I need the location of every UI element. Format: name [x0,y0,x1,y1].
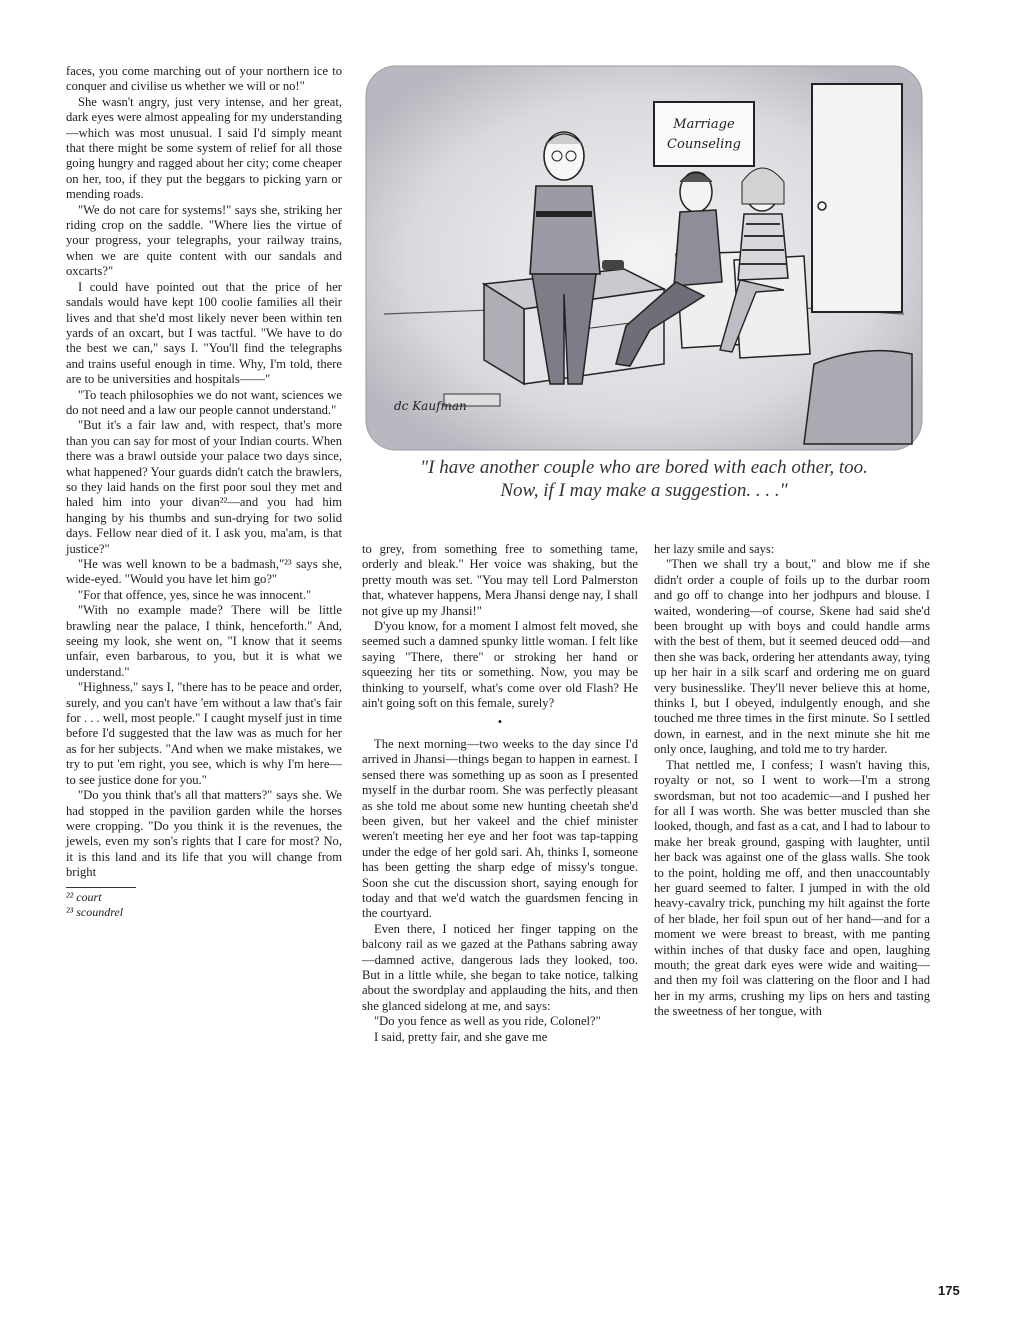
paragraph: Even there, I noticed her finger tapping on the balcony rail as we gazed at the Pathans sabring away—damned active, dangerous lads they looked, too. But in a little while, she began to take notice, talking about the swordplay and applauding the hits, and then she glanced sidelong at me, and says: [362,921,638,1013]
paragraph: "Highness," says I, "there has to be peace and order, surely, and you can't have 'em without a law that's fair for . . . well, most people." I caught myself just in time before I'd suggested that the law was as much for her as for her subjects. "And when we make mistakes, we try to put 'em right, you see, which is why I'm here—to see justice done for you." [66,680,342,787]
paragraph: "Then we shall try a bout," and blow me if she didn't order a couple of foils up to the durbar room and go off to change into her jodhpurs and blouse. I waited, wondering—of course, Skene had said she'd been brought up with boys and could handle arms with the best of them, but it seemed deuced odd—and then she was back, ordering her attendants away, tying up her hair in a silk scarf and ordering me on guard very businesslike. They'll never believe this at home, thinks I, but I obeyed, indulgently enough, and she touched me three times in the first minute. So I settled down, in earnest, and in the next minute she hit me only once, laughing, and told me to try harder. [654,557,930,757]
text-column-1 [66,64,342,920]
cartoon-illustration [364,64,924,452]
paragraph: I could have pointed out that the price of her sandals would have kept 100 coolie families all their lives and that she'd most likely never been within ten yards of an oxcart, but I was tactful. "We have to do the best we can," says I. "You'll find the telegraphs and trains useful enough in time. Why, I'm told, there are to be universities and hospitals——" [66,279,342,387]
cartoon-caption [364,456,924,502]
paragraph: "Do you fence as well as you ride, Colonel?" [374,1014,601,1029]
text-column-3 [654,542,930,1020]
artist-signature: dc Kaufman [394,399,467,413]
page-number: 175 [938,1283,960,1298]
footnote: ²² court [66,889,102,904]
paragraph: I said, pretty fair, and she gave me [374,1029,548,1044]
caption-line: "I have another couple who are bored with each other, too. [420,457,868,478]
paragraph: "But it's a fair law and, with respect, that's more than you can say for most of your Indian courts. When there was a brawl outside your palace two days since, what happened? Your guards didn't catch the brawlers, so they laid hands on the first poor soul they met and haled him into your divan²²—and you had him hanging by his thumbs and sun-drying for two solid days. Fellow near died of it. I ask you, ma'am, is that justice?" [66,418,342,556]
paragraph: faces, you come marching out of your northern ice to conquer and civilise us whether we will or no!" [66,64,342,94]
paragraph: to grey, from something free to something tame, orderly and bleak." Her voice was shaking, but the pretty mouth was set. "You may tell Lord Palmerston that, whatever happens, Mera Jhansi denge nay, I shall not give up my Jhansi!" [362,542,638,618]
paragraph: "He was well known to be a badmash,"²³ says she, wide-eyed. "Would you have let him go?" [66,557,342,587]
paragraph: The next morning—two weeks to the day since I'd arrived in Jhansi—things began to happen in earnest. I sensed there was something up as soon as I presented myself in the durbar room. She was perfectly pleasant as she told me about some new hunting cheetah she'd been given, but her vakeel and the chief minister weren't meeting her eye and her foot was tap-tapping under the edge of her gold sari. Ah, thinks I, someone has been getting the sharp edge of missy's tongue. Soon she cut the discussion short, saying enough for today and that we'd watch the guardsmen fencing in the courtyard. [362,736,638,921]
paragraph: "Do you think that's all that matters?" says she. We had stopped in the pavilion garden while the horses were cropping. "Do you think it is the revenues, the jewels, even my son's rights that I care for most? No, it is this land and its life that you will change from bright [66,788,342,880]
caption-line: Now, if I may make a suggestion. . . ." [500,480,788,501]
paragraph: "For that offence, yes, since he was innocent." [78,587,312,602]
paragraph: "With no example made? There will be little brawling near the palace, I think, henceforth." And, seeing my look, she went on, "I know that it seems unfair, even barbarous, to you, but it is what we understand." [66,603,342,679]
paragraph: D'you know, for a moment I almost felt moved, she seemed such a damned spunky little woman. I felt like saying "There, there" or stroking her hand or squeezing her tits or something. Now, you may be thinking to yourself, what's come over old Flash? He ain't going soft on this female, surely? [362,619,638,711]
text-column-2 [362,542,638,1045]
section-separator: • [497,715,503,730]
sign-text-line2: Counseling [667,137,741,152]
footnotes [66,887,136,920]
paragraph: her lazy smile and says: [654,542,775,556]
paragraph: She wasn't angry, just very intense, and her great, dark eyes were almost appealing for my understanding—which was most unusual. I said I'd simply meant that there might be some system of relief for all those going hungry and ragged about her city; come cheaper on her, too, if they put the beggars to picking yarn or mending roads. [66,94,342,202]
sign-text-line1: Marriage [673,117,735,132]
paragraph: That nettled me, I confess; I wasn't having this, royalty or not, so I went to work—I'm a strong swordsman, but not too academic—and I pushed her for all I was worth. She was better muscled than she looked, though, and fast as a cat, and I had to labour to make her break ground, gasping with laughter, until her back was against one of the glass walls. She took to the point, holding me off, and then unaccountably her guard seemed to falter. I jumped in with the old heavy-cavalry trick, punching my hilt against the forte of her blade, her foil spun out of her hand—and for a moment we were breast to breast, with me panting within inches of that dusky face and open, laughing mouth; the great dark eyes were wide and waiting—and then my foil was clattering on the floor and I had her in my arms, crushing my lips on hers and tasting the sweetness of her tongue, with [654,757,930,1019]
marriage-counseling-sign [654,102,754,166]
paragraph: "To teach philosophies we do not want, sciences we do not need and a law our people cannot understand." [66,387,342,417]
paragraph: "We do not care for systems!" says she, striking her riding crop on the saddle. "Where lies the virtue of your progress, your telegraphs, your railway trains, when we are quite content with our sandals and oxcarts?" [66,202,342,279]
footnote: ²³ scoundrel [66,904,124,919]
